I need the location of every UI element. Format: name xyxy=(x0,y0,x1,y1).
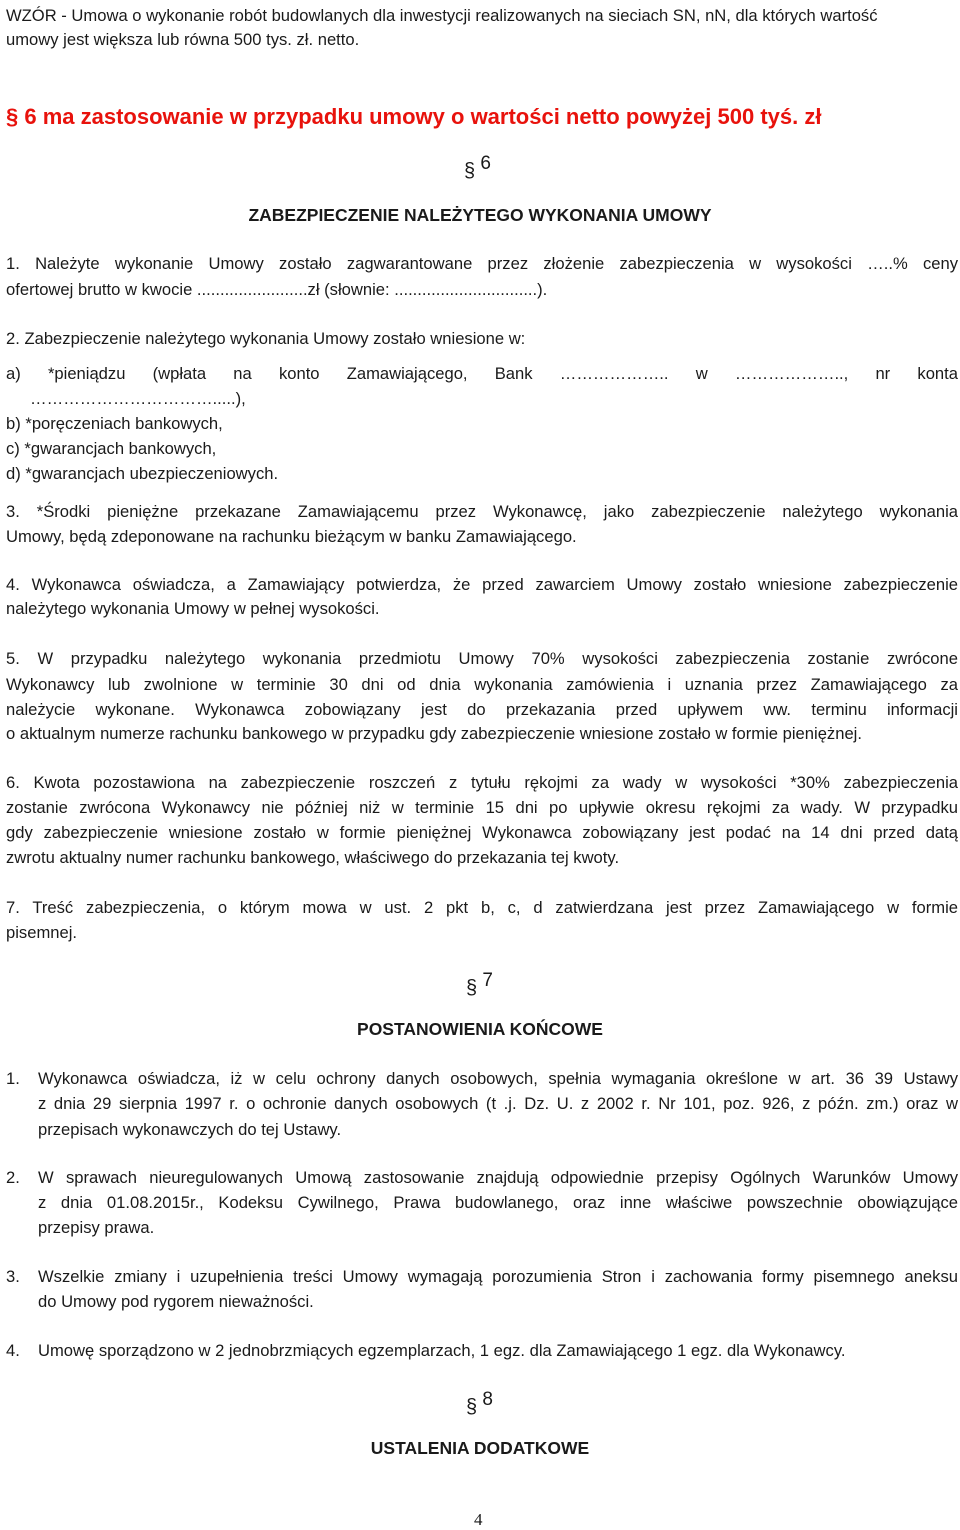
s7-item-1-line-2: z dnia 29 sierpnia 1997 r. o ochronie danych osobowych (t .j. Dz. U. z 2002 r. Nr 101, poz. 926, z późn. zm.) oraz w xyxy=(38,1094,958,1113)
header-line-1: WZÓR - Umowa o wykonanie robót budowlanych dla inwestycji realizowanych na sieciach SN, nN, dla których wartość xyxy=(6,6,878,25)
s7-item-1-number: 1. xyxy=(6,1069,20,1088)
s7-item-1-line-1: Wykonawca oświadcza, iż w celu ochrony danych osobowych, spełnia wymagania określone w art. 36 39 Ustawy xyxy=(38,1069,958,1088)
s6-p5-line-2: Wykonawcy lub zwolnione w terminie 30 dni od dnia wykonania zamówienia i uznania przez Zamawiającego za xyxy=(6,675,958,694)
section-symbol: § xyxy=(466,1396,478,1418)
s6-p7-line-2: pisemnej. xyxy=(6,923,78,942)
s7-item-2-line-3: przepisy prawa. xyxy=(38,1218,155,1237)
s6-p2-line-1: 2. Zabezpieczenie należytego wykonania Umowy zostało wniesione w: xyxy=(6,329,526,348)
page-number: 4 xyxy=(474,1510,483,1529)
s6-p6-line-4: zwrotu aktualny numer rachunku bankowego, właściwego do przekazania tej kwoty. xyxy=(6,848,620,867)
s7-item-2-line-1: W sprawach nieuregulowanych Umową zastosowanie znajdują odpowiednie przepisy Ogólnych Warunków Umowy xyxy=(38,1168,958,1187)
header-line-2: umowy jest większa lub równa 500 tys. zł. netto. xyxy=(6,30,360,49)
s7-item-3-line-1: Wszelkie zmiany i uzupełnienia treści Umowy wymagają porozumienia Stron i zachowania formy pisemnego aneksu xyxy=(38,1267,958,1286)
section-number: 6 xyxy=(480,153,491,174)
s7-item-3-line-2: do Umowy pod rygorem nieważności. xyxy=(38,1292,314,1311)
section-symbol: § xyxy=(464,160,476,182)
s6-p4-line-1: 4. Wykonawca oświadcza, a Zamawiający potwierdza, że przed zawarciem Umowy zostało wniesione zabezpieczenie xyxy=(6,575,958,594)
section-6-marker xyxy=(464,153,491,182)
s6-p6-line-3: gdy zabezpieczenie wniesione zostało w formie pieniężnej Wykonawca zobowiązany jest podać na 14 dni przed datą xyxy=(6,823,958,842)
s6-p5-line-4: o aktualnym numerze rachunku bankowego w przypadku gdy zabezpieczenie wniesione zostało w formie pieniężnej. xyxy=(6,724,862,743)
s6-p7-line-1: 7. Treść zabezpieczenia, o którym mowa w ust. 2 pkt b, c, d zatwierdzana jest przez Zamawiającego w formie xyxy=(6,898,958,917)
section-number: 7 xyxy=(482,970,493,991)
s7-item-2-number: 2. xyxy=(6,1168,20,1187)
s6-p5-line-3: należycie wykonane. Wykonawca zobowiązany jest do przekazania przed upływem ww. terminu informacji xyxy=(6,700,958,719)
s7-item-4-number: 4. xyxy=(6,1341,20,1360)
section-7-marker xyxy=(466,970,493,999)
section-8-title: USTALENIA DODATKOWE xyxy=(370,1438,590,1458)
s6-p2-item-c: c) *gwarancjach bankowych, xyxy=(6,439,217,458)
notice-line: § 6 ma zastosowanie w przypadku umowy o wartości netto powyżej 500 tyś. zł xyxy=(6,104,822,129)
section-6-title: ZABEZPIECZENIE NALEŻYTEGO WYKONANIA UMOWY xyxy=(248,205,712,225)
s6-p2-item-a: a) *pieniądzu (wpłata na konto Zamawiającego, Bank ……………….. w ……………….., nr konta xyxy=(6,364,958,383)
s6-p3-line-2: Umowy, będą zdeponowane na rachunku bieżącym w banku Zamawiającego. xyxy=(6,527,577,546)
s6-p1-line-2: ofertowej brutto w kwocie ........................zł (słownie: ...............................). xyxy=(6,280,548,299)
s6-p2-item-b: b) *poręczeniach bankowych, xyxy=(6,414,223,433)
s6-p3-line-1: 3. *Środki pieniężne przekazane Zamawiającemu przez Wykonawcę, jako zabezpieczenie należytego wykonania xyxy=(6,502,958,521)
s6-p4-line-2: należytego wykonania Umowy w pełnej wysokości. xyxy=(6,599,380,618)
s7-item-2-line-2: z dnia 01.08.2015r., Kodeksu Cywilnego, Prawa budowlanego, oraz inne właściwe powszechnie obowiązujące xyxy=(38,1193,958,1212)
s7-item-1-line-3: przepisach wykonawczych do tej Ustawy. xyxy=(38,1120,342,1139)
section-7-title: POSTANOWIENIA KOŃCOWE xyxy=(357,1019,603,1039)
s6-p6-line-2: zostanie zwrócona Wykonawcy nie później niż w terminie 15 dni po upływie okresu rękojmi za wady. W przypadku xyxy=(6,798,958,817)
s6-p2-item-a-cont: …………………………….....), xyxy=(30,389,246,408)
s7-item-4-line-1: Umowę sporządzono w 2 jednobrzmiących egzemplarzach, 1 egz. dla Zamawiającego 1 egz. dla Wykonawcy. xyxy=(38,1341,846,1360)
s6-p6-line-1: 6. Kwota pozostawiona na zabezpieczenie roszczeń z tytułu rękojmi za wady w wysokości *30% zabezpieczenia xyxy=(6,773,958,792)
section-number: 8 xyxy=(482,1389,493,1410)
s6-p2-item-d: d) *gwarancjach ubezpieczeniowych. xyxy=(6,464,279,483)
s7-item-3-number: 3. xyxy=(6,1267,20,1286)
s6-p1-line-1: 1. Należyte wykonanie Umowy zostało zagwarantowane przez złożenie zabezpieczenia w wysokości …..% ceny xyxy=(6,254,958,273)
s6-p5-line-1: 5. W przypadku należytego wykonania przedmiotu Umowy 70% wysokości zabezpieczenia zostanie zwrócone xyxy=(6,649,958,668)
section-8-marker xyxy=(466,1389,493,1418)
section-symbol: § xyxy=(466,977,478,999)
